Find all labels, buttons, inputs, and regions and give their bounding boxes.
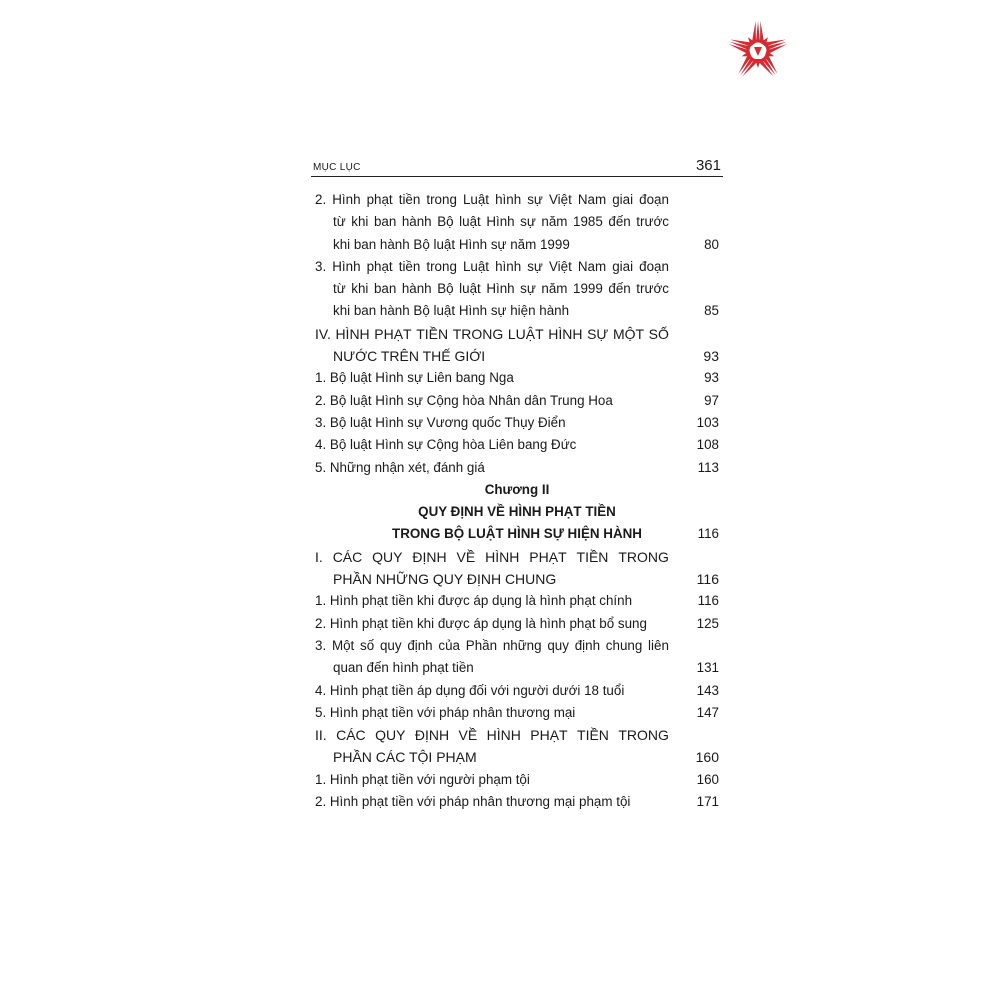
toc-entry bbox=[311, 702, 723, 724]
toc-entry-page: 147 bbox=[696, 704, 719, 720]
chapter-label-text: Chương II bbox=[484, 481, 550, 497]
toc-section-heading bbox=[311, 568, 723, 590]
toc-section-heading bbox=[311, 746, 723, 768]
toc-entry bbox=[311, 457, 723, 479]
chapter-title-text: QUY ĐỊNH VỀ HÌNH PHẠT TIỀN bbox=[418, 504, 616, 520]
toc-entry-page: 116 bbox=[696, 571, 719, 588]
toc-entry bbox=[311, 278, 723, 300]
toc-entry-page: 116 bbox=[697, 526, 719, 542]
star-emblem-icon bbox=[727, 20, 789, 82]
table-of-contents bbox=[311, 189, 723, 813]
toc-entry-text: 3. Hình phạt tiền trong Luật hình sự Việt Nam giai đoạn bbox=[315, 258, 669, 274]
toc-entry-page: 113 bbox=[697, 459, 719, 475]
toc-entry bbox=[311, 635, 723, 657]
toc-section-heading bbox=[311, 345, 723, 367]
running-header bbox=[311, 152, 723, 177]
toc-entry-text: PHẦN CÁC TỘI PHẠM bbox=[333, 749, 477, 766]
toc-entry-text: 3. Bộ luật Hình sự Vương quốc Thụy Điển bbox=[315, 414, 566, 430]
toc-entry-text: 2. Hình phạt tiền khi được áp dụng là hình phạt bổ sung bbox=[315, 615, 647, 631]
toc-entry-page: 93 bbox=[703, 348, 719, 365]
toc-entry bbox=[311, 211, 723, 233]
toc-entry bbox=[311, 412, 723, 434]
toc-entry-text: 2. Hình phạt tiền với pháp nhân thương mại phạm tội bbox=[315, 794, 631, 810]
header-page-number: 361 bbox=[695, 157, 721, 174]
toc-entry-text: IV. HÌNH PHẠT TIỀN TRONG LUẬT HÌNH SỰ MỘT SỐ bbox=[315, 325, 669, 342]
toc-entry-text: khi ban hành Bộ luật Hình sự năm 1999 bbox=[333, 236, 570, 252]
toc-entry bbox=[311, 256, 723, 278]
toc-entry-text: từ khi ban hành Bộ luật Hình sự năm 1985 đến trước bbox=[333, 214, 669, 230]
toc-entry-text: 5. Hình phạt tiền với pháp nhân thương mại bbox=[315, 704, 576, 720]
toc-entry-text: 2. Bộ luật Hình sự Cộng hòa Nhân dân Trung Hoa bbox=[315, 392, 613, 408]
toc-entry bbox=[311, 390, 723, 412]
toc-entry-text: 4. Bộ luật Hình sự Cộng hòa Liên bang Đức bbox=[315, 437, 577, 453]
toc-entry-text: NƯỚC TRÊN THẾ GIỚI bbox=[333, 348, 486, 365]
toc-section-heading bbox=[311, 323, 723, 345]
chapter-title bbox=[311, 501, 723, 523]
toc-section-heading bbox=[311, 546, 723, 568]
toc-entry-text: I. CÁC QUY ĐỊNH VỀ HÌNH PHẠT TIỀN TRONG bbox=[315, 548, 669, 565]
toc-entry-text: quan đến hình phạt tiền bbox=[333, 660, 474, 676]
toc-entry-page: 125 bbox=[696, 615, 719, 631]
toc-entry bbox=[311, 791, 723, 813]
toc-entry bbox=[311, 613, 723, 635]
toc-entry-text: 4. Hình phạt tiền áp dụng đối với người dưới 18 tuổi bbox=[315, 682, 625, 698]
chapter-title-text: TRONG BỘ LUẬT HÌNH SỰ HIỆN HÀNH bbox=[392, 526, 642, 542]
toc-entry-page: 103 bbox=[696, 414, 719, 430]
toc-entry-page: 85 bbox=[704, 303, 719, 319]
toc-entry bbox=[311, 657, 723, 679]
toc-entry-text: từ khi ban hành Bộ luật Hình sự năm 1999 đến trước bbox=[333, 281, 669, 297]
toc-entry-page: 131 bbox=[696, 660, 719, 676]
toc-entry-text: 3. Một số quy định của Phần những quy định chung liên bbox=[315, 637, 669, 653]
toc-entry-page: 97 bbox=[704, 392, 719, 408]
chapter-title bbox=[311, 523, 723, 545]
toc-section-heading bbox=[311, 724, 723, 746]
toc-entry-text: II. CÁC QUY ĐỊNH VỀ HÌNH PHẠT TIỀN TRONG bbox=[315, 727, 669, 744]
header-title: MỤC LỤC bbox=[313, 162, 361, 173]
toc-entry-page: 93 bbox=[704, 370, 719, 386]
toc-entry bbox=[311, 234, 723, 256]
toc-entry-page: 80 bbox=[704, 236, 719, 252]
toc-entry bbox=[311, 367, 723, 389]
toc-entry-page: 143 bbox=[696, 682, 719, 698]
toc-entry-text: 1. Hình phạt tiền khi được áp dụng là hình phạt chính bbox=[315, 593, 633, 609]
toc-entry-page: 160 bbox=[696, 771, 719, 787]
toc-entry-text: 1. Hình phạt tiền với người phạm tội bbox=[315, 771, 530, 787]
toc-entry bbox=[311, 769, 723, 791]
toc-entry bbox=[311, 590, 723, 612]
toc-entry bbox=[311, 300, 723, 322]
toc-entry-text: PHẦN NHỮNG QUY ĐỊNH CHUNG bbox=[333, 571, 557, 588]
toc-entry bbox=[311, 434, 723, 456]
toc-entry-text: 2. Hình phạt tiền trong Luật hình sự Việt Nam giai đoạn bbox=[315, 192, 669, 207]
toc-entry-text: 1. Bộ luật Hình sự Liên bang Nga bbox=[315, 370, 514, 386]
toc-entry-page: 171 bbox=[696, 794, 719, 810]
toc-page bbox=[311, 152, 723, 813]
toc-entry-text: 5. Những nhận xét, đánh giá bbox=[315, 459, 485, 475]
toc-entry bbox=[311, 680, 723, 702]
toc-entry-page: 116 bbox=[697, 593, 719, 609]
toc-entry bbox=[311, 189, 723, 211]
toc-entry-text: khi ban hành Bộ luật Hình sự hiện hành bbox=[333, 303, 570, 319]
toc-entry-page: 108 bbox=[696, 437, 719, 453]
chapter-label bbox=[311, 479, 723, 501]
toc-entry-page: 160 bbox=[695, 749, 719, 766]
